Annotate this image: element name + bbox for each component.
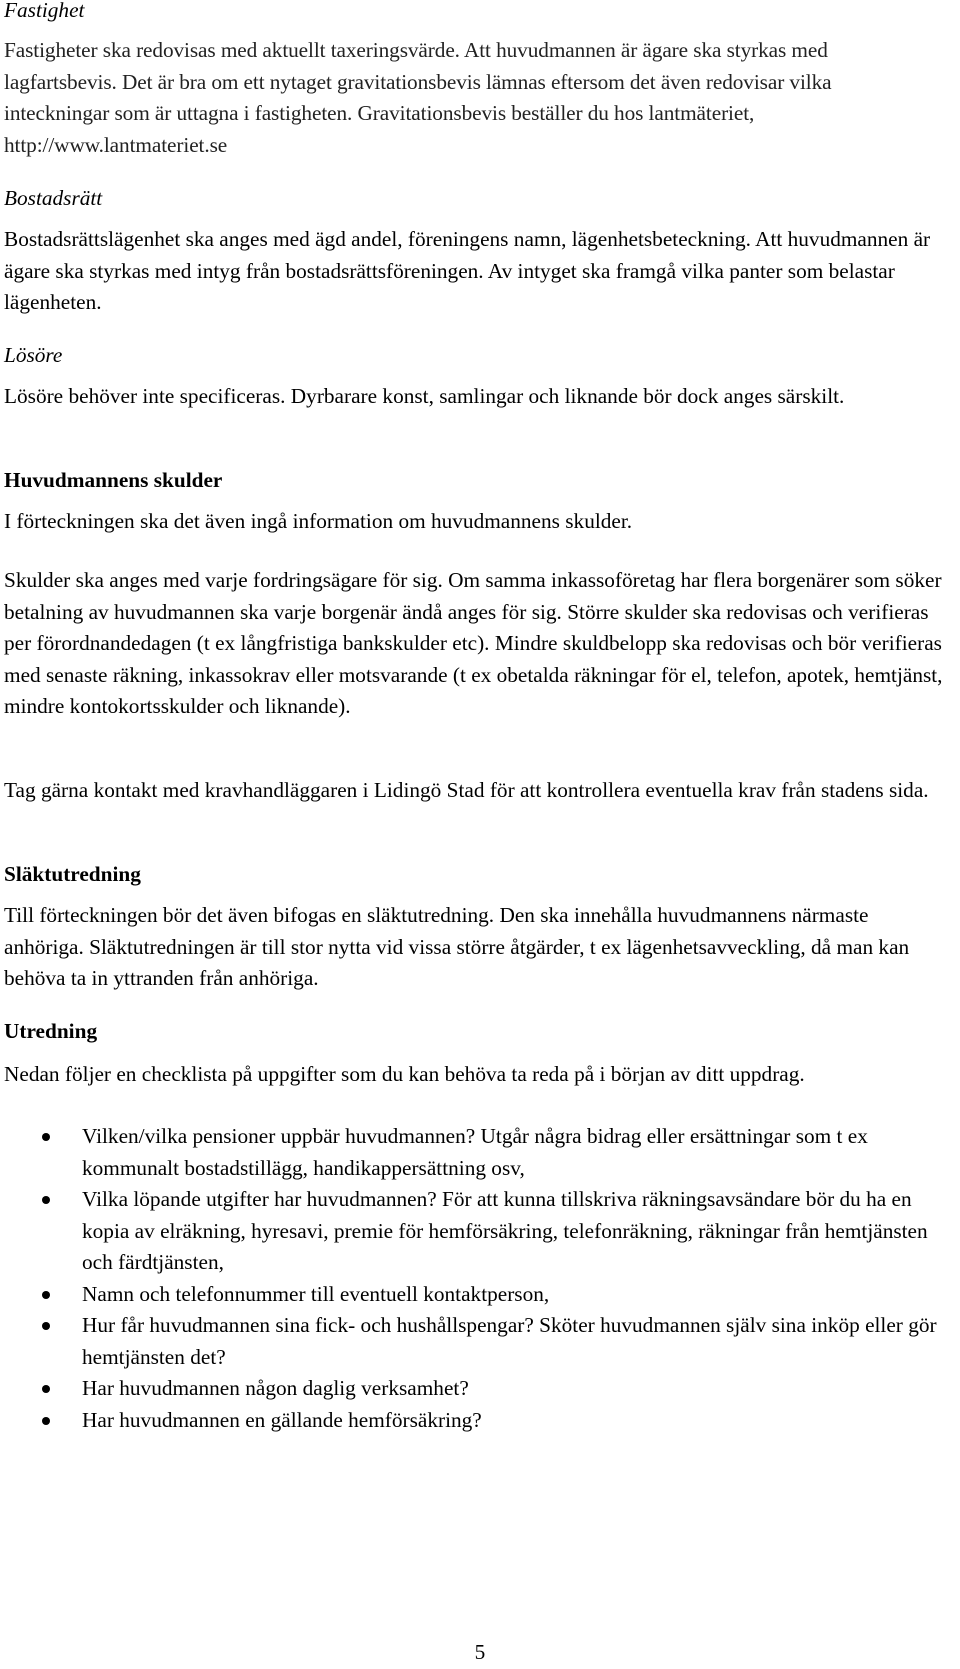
bullet-icon (42, 1196, 50, 1204)
list-item: Har huvudmannen någon daglig verksamhet? (4, 1373, 954, 1405)
paragraph-losore: Lösöre behöver inte specificeras. Dyrbarare konst, samlingar och liknande bör dock anges särskilt. (4, 384, 845, 408)
paragraph-bostadsratt: Bostadsrättslägenhet ska anges med ägd andel, föreningens namn, lägenhetsbeteckning. Att huvudmannen är ägare ska styrkas med intyg från bostadsrättsföreningen. Av intyget ska framgå vilka panter som belastar lägenheten. (4, 227, 931, 314)
paragraph-skulder-intro: I förteckningen ska det även ingå information om huvudmannens skulder. (4, 509, 633, 533)
paragraph-slaktutredning: Till förteckningen bör det även bifogas en släktutredning. Den ska innehålla huvudmannens närmaste anhöriga. Släktutredningen är till stor nytta vid vissa större åtgärder, t ex lägenhetsavveckling, då man kan behöva ta in yttranden från anhöriga. (4, 903, 910, 990)
paragraph-utredning-intro: Nedan följer en checklista på uppgifter som du kan behöva ta reda på i början av ditt uppdrag. (4, 1062, 805, 1086)
list-item: Vilka löpande utgifter har huvudmannen? För att kunna tillskriva räkningsavsändare bör du ha en kopia av elräkning, hyresavi, premie för hemförsäkring, telefonräkning, räkningar från hemtjänsten och färdtjänsten, (4, 1184, 954, 1279)
heading-slaktutredning: Släktutredning (4, 862, 141, 886)
heading-losore: Lösöre (4, 343, 63, 367)
bullet-icon (42, 1291, 50, 1299)
list-item: Hur får huvudmannen sina fick- och hushållspengar? Sköter huvudmannen själv sina inköp eller gör hemtjänsten det? (4, 1310, 954, 1373)
list-item: Namn och telefonnummer till eventuell kontaktperson, (4, 1279, 954, 1311)
checklist (4, 1121, 954, 1436)
list-item: Vilken/vilka pensioner uppbär huvudmannen? Utgår några bidrag eller ersättningar som t ex kommunalt bostadstillägg, handikappersättning osv, (4, 1121, 954, 1184)
paragraph-skulder-details: Skulder ska anges med varje fordringsägare för sig. Om samma inkassoföretag har flera borgenärer som söker betalning av huvudmannen ska varje borgenär ändå anges för sig. Större skulder ska redovisas och verifieras per förordnandedagen (t ex långfristiga bankskulder etc). Mindre skuldbelopp ska redovisas och bör verifieras med senaste räkning, inkassokrav eller motsvarande (t ex obetalda räkningar för el, telefon, apotek, hemtjänst, mindre kontokortsskulder och liknande). (4, 568, 943, 718)
paragraph-fastighet: Fastigheter ska redovisas med aktuellt taxeringsvärde. Att huvudmannen är ägare ska styrkas med lagfartsbevis. Det är bra om ett nytaget gravitationsbevis lämnas eftersom det även redovisar vilka inteckningar som är uttagna i fastigheten. Gravitationsbevis beställer du hos lantmäteriet, http://www.lantmateriet.se (4, 38, 832, 157)
heading-bostadsratt: Bostadsrätt (4, 186, 103, 210)
bullet-icon (42, 1417, 50, 1425)
heading-skulder: Huvudmannens skulder (4, 468, 223, 492)
bullet-icon (42, 1322, 50, 1330)
bullet-icon (42, 1133, 50, 1141)
list-item: Har huvudmannen en gällande hemförsäkring? (4, 1405, 954, 1437)
page-number: 5 (474, 1640, 486, 1664)
bullet-icon (42, 1385, 50, 1393)
heading-fastighet: Fastighet (4, 0, 85, 22)
heading-utredning: Utredning (4, 1019, 98, 1043)
paragraph-skulder-kontakt: Tag gärna kontakt med kravhandläggaren i Lidingö Stad för att kontrollera eventuella krav från stadens sida. (4, 778, 929, 802)
